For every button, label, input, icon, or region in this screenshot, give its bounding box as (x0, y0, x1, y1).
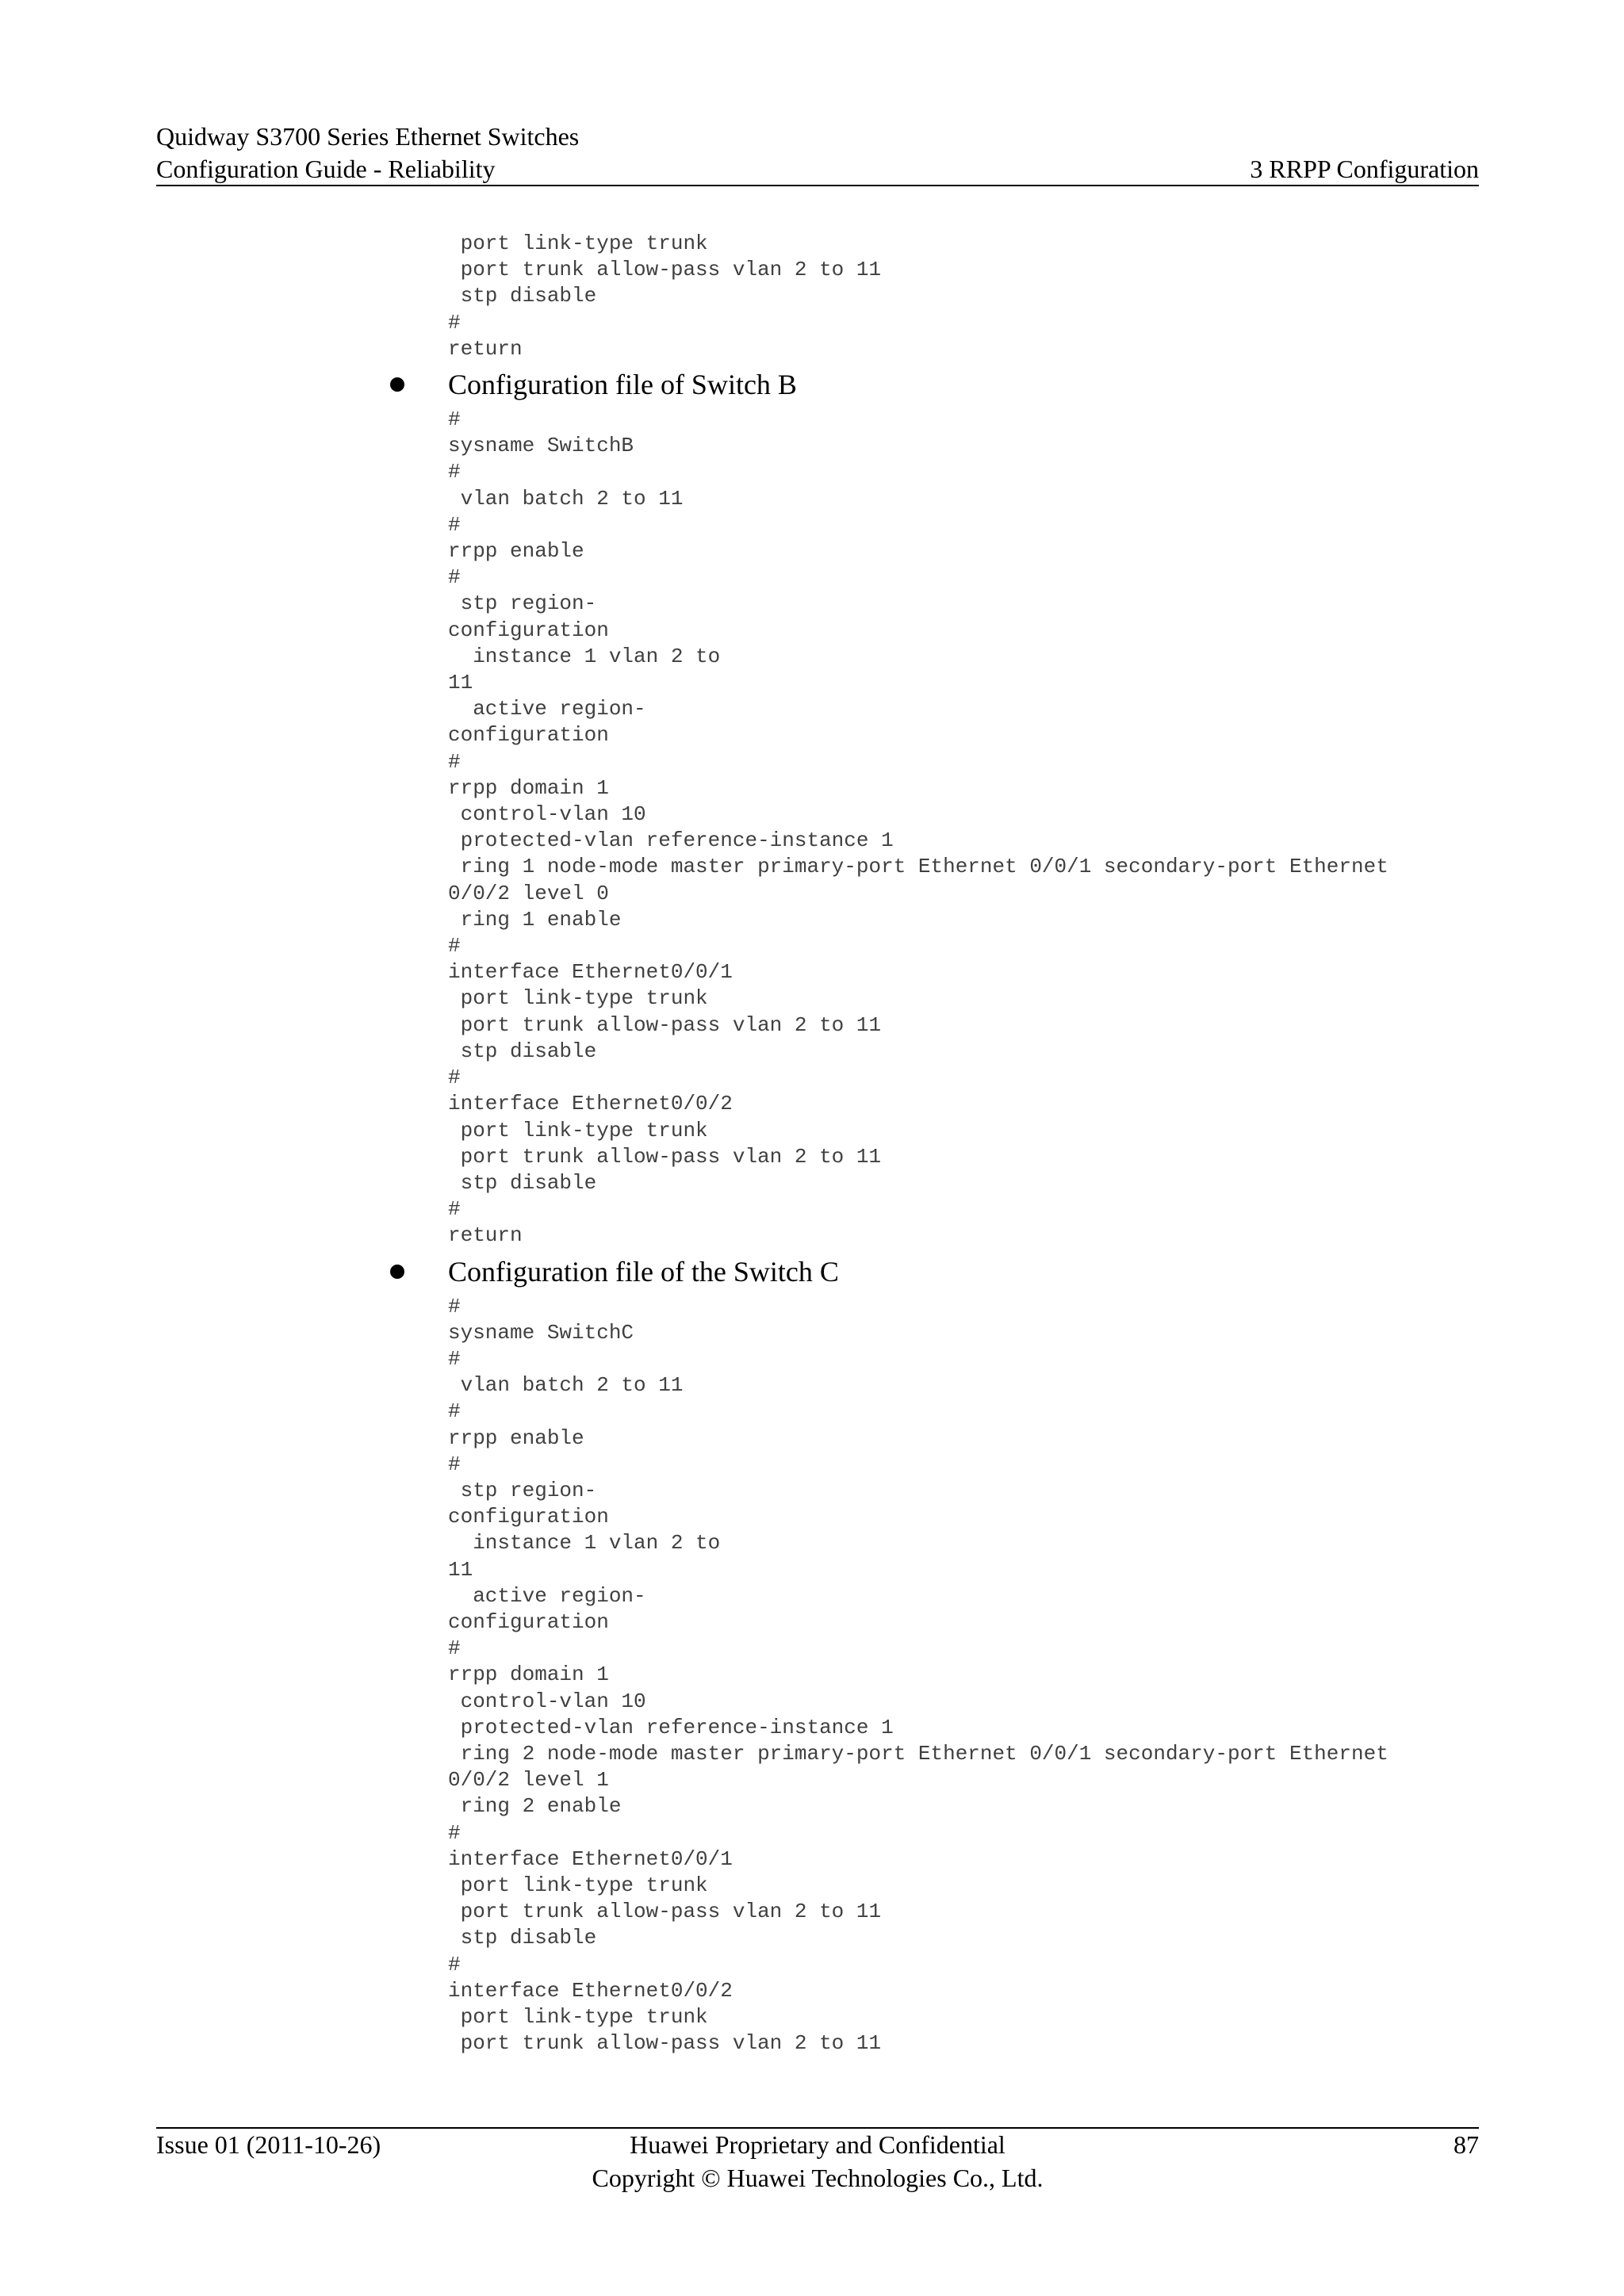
header-chapter-title: 3 RRPP Configuration (1250, 155, 1479, 183)
code-block-switch-c: # sysname SwitchC # vlan batch 2 to 11 # rrpp enable # stp region- configuration instance 1 vlan 2 to 11 active region- configuration # rrpp domain 1 control-vlan 10 protected-vlan reference-instance 1 ring 2 node-mode master primary-port Ethernet 0/0/1 secondary-port Ethernet 0/0/2 level 1 ring 2 enable # interface Ethernet0/0/1 port link-type trunk port trunk allow-pass vlan 2 to 11 stp disable # interface Ethernet0/0/2 port link-type trunk port trunk allow-pass vlan 2 to 11 (448, 1294, 1388, 2056)
header-rule (156, 185, 1479, 186)
footer-issue: Issue 01 (2011-10-26) (156, 2130, 381, 2159)
page-header (156, 121, 1479, 184)
bullet-text: Configuration file of Switch B (448, 369, 797, 401)
bullet-item-switch-c (156, 1253, 1479, 1291)
bullet-dot-icon (390, 1265, 404, 1279)
header-left (156, 121, 579, 186)
page-content (156, 231, 1479, 2057)
footer-center (156, 2128, 1479, 2195)
code-block-switch-b: # sysname SwitchB # vlan batch 2 to 11 # rrpp enable # stp region- configuration instance 1 vlan 2 to 11 active region- configuration # rrpp domain 1 control-vlan 10 protected-vlan reference-instance 1 ring 1 node-mode master primary-port Ethernet 0/0/1 secondary-port Ethernet 0/0/2 level 0 ring 1 enable # interface Ethernet0/0/1 port link-type trunk port trunk allow-pass vlan 2 to 11 stp disable # interface Ethernet0/0/2 port link-type trunk port trunk allow-pass vlan 2 to 11 stp disable # return (448, 408, 1388, 1248)
footer-page-number: 87 (1454, 2130, 1479, 2159)
code-block-switch-a-tail: port link-type trunk port trunk allow-pass vlan 2 to 11 stp disable # return (448, 232, 882, 361)
bullet-text: Configuration file of the Switch C (448, 1255, 839, 1288)
footer-confidential: Huawei Proprietary and Confidential (630, 2130, 1005, 2159)
header-guide-title: Configuration Guide - Reliability (156, 155, 496, 183)
bullet-dot-icon (390, 377, 404, 392)
header-product-title: Quidway S3700 Series Ethernet Switches (156, 122, 580, 151)
bullet-item-switch-b (156, 365, 1479, 404)
footer-copyright: Copyright © Huawei Technologies Co., Ltd. (592, 2164, 1044, 2192)
